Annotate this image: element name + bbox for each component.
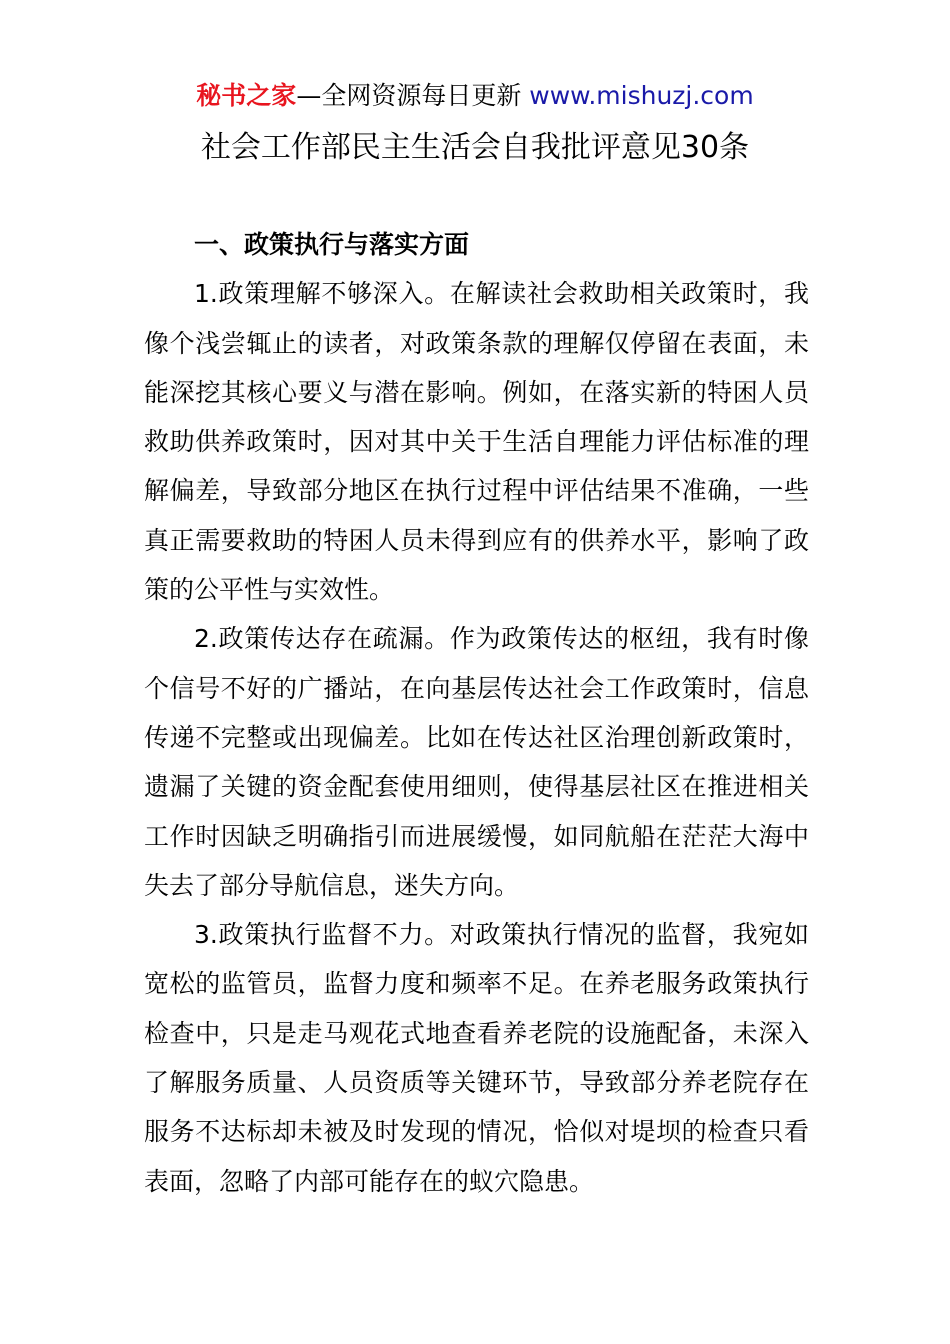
- site-brand: 秘书之家: [196, 81, 297, 110]
- section-heading: 一、政策执行与落实方面: [194, 230, 470, 259]
- document-body: [144, 220, 809, 1206]
- paragraph-2: 2.政策传达存在疏漏。作为政策传达的枢纽，我有时像个信号不好的广播站，在向基层传达社会工作政策时，信息传递不完整或出现偏差。比如在传达社区治理创新政策时，遗漏了关键的资金配套使用细则，使得基层社区在推进相关工作时因缺乏明确指引而进展缓慢，如同航船在茫茫大海中失去了部分导航信息，迷失方向。: [144, 624, 809, 900]
- site-url-link[interactable]: www.mishuzj.com: [529, 81, 754, 110]
- site-tagline: —全网资源每日更新: [296, 81, 522, 110]
- site-header: [0, 80, 950, 112]
- paragraph-3: 3.政策执行监督不力。对政策执行情况的监督，我宛如宽松的监管员，监督力度和频率不足。在养老服务政策执行检查中，只是走马观花式地查看养老院的设施配备，未深入了解服务质量、人员资质等关键环节，导致部分养老院存在服务不达标却未被及时发现的情况，恰似对堤坝的检查只看表面，忽略了内部可能存在的蚁穴隐患。: [144, 920, 809, 1196]
- paragraph-1: 1.政策理解不够深入。在解读社会救助相关政策时，我像个浅尝辄止的读者，对政策条款的理解仅停留在表面，未能深挖其核心要义与潜在影响。例如，在落实新的特困人员救助供养政策时，因对其中关于生活自理能力评估标准的理解偏差，导致部分地区在执行过程中评估结果不准确，一些真正需要救助的特困人员未得到应有的供养水平，影响了政策的公平性与实效性。: [144, 279, 809, 605]
- document-title: 社会工作部民主生活会自我批评意见30条: [200, 130, 750, 165]
